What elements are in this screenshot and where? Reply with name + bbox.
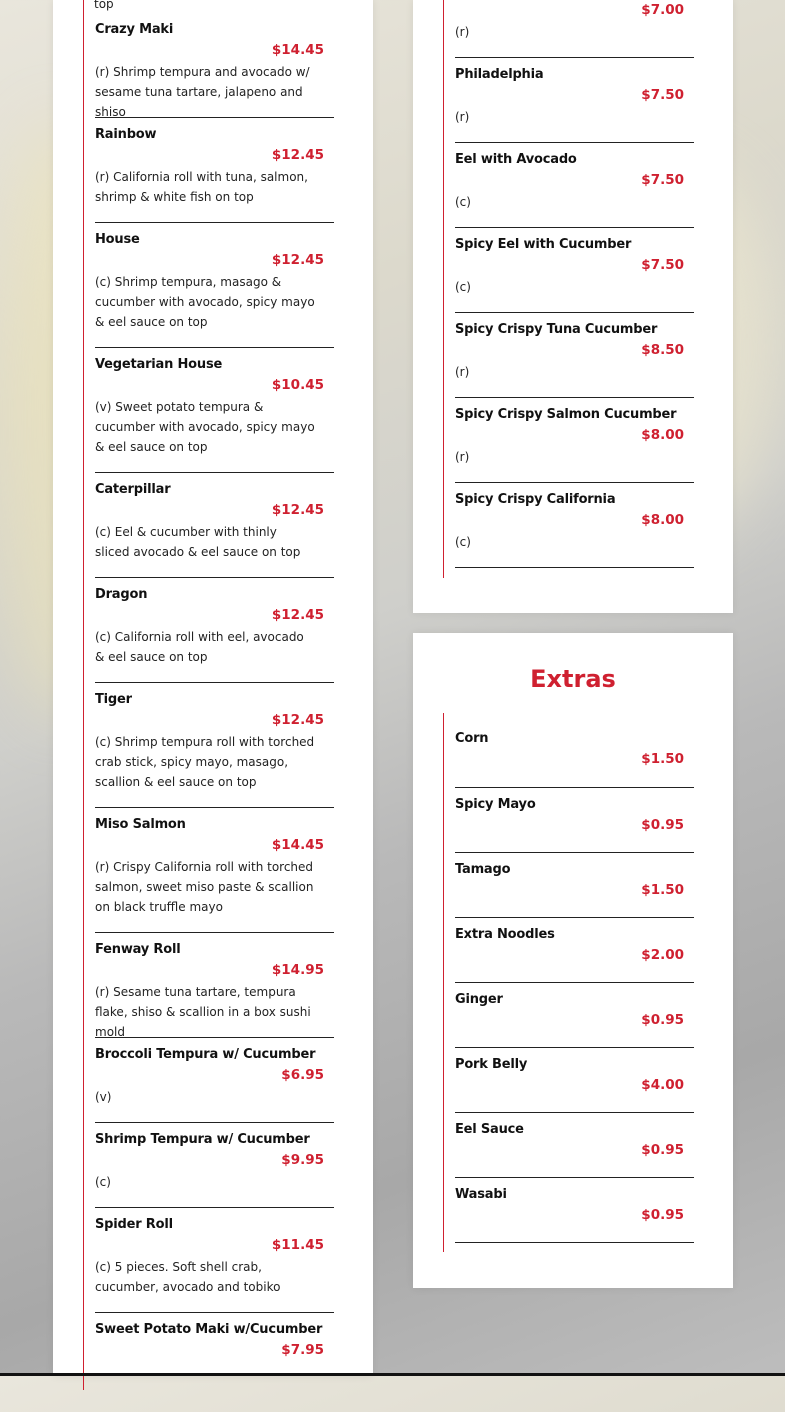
item-price: $8.00 <box>641 512 684 528</box>
item-price: $14.45 <box>271 837 324 853</box>
item-name: Sweet Potato Maki w/Cucumber <box>95 1322 323 1337</box>
item-price: $11.45 <box>271 1237 324 1253</box>
item-description: (r) California roll with tuna, salmon, shrimp & white fish on top <box>95 170 308 204</box>
item-description: (v) <box>95 1090 112 1104</box>
item-price: $2.00 <box>641 947 684 963</box>
menu-list-right <box>443 0 694 578</box>
item-name: Pork Belly <box>455 1057 528 1072</box>
item-description: (r) <box>455 450 470 464</box>
item-name: Fenway Roll <box>95 942 181 957</box>
item-price: $10.45 <box>271 377 324 393</box>
menu-item <box>455 57 694 143</box>
item-price: $8.50 <box>641 342 684 358</box>
menu-item <box>95 577 334 683</box>
item-price: $1.50 <box>641 751 684 767</box>
item-price: $4.00 <box>641 1077 684 1093</box>
extra-item <box>455 1047 694 1113</box>
item-name: Wasabi <box>455 1187 507 1202</box>
item-name: Spicy Crispy Salmon Cucumber <box>455 407 677 422</box>
item-description: (c) <box>95 1175 111 1189</box>
item-price: $1.50 <box>641 882 684 898</box>
item-name: Rainbow <box>95 127 157 142</box>
menu-item <box>95 222 334 348</box>
item-description: (r) <box>455 110 470 124</box>
menu-panel-left <box>53 0 373 1376</box>
item-name: Extra Noodles <box>455 927 555 942</box>
menu-item <box>455 312 694 398</box>
item-price: $7.95 <box>281 1342 324 1358</box>
item-name: Tiger <box>95 692 132 707</box>
item-description: (v) Sweet potato tempura & cucumber with avocado, spicy mayo & eel sauce on top <box>95 400 315 454</box>
menu-panel-right-top <box>413 0 733 613</box>
item-price: $0.95 <box>641 1142 684 1158</box>
item-price: $0.95 <box>641 817 684 833</box>
item-description: (c) <box>455 195 471 209</box>
menu-item <box>455 397 694 483</box>
item-name: Miso Salmon <box>95 817 186 832</box>
item-description: (c) Eel & cucumber with thinly sliced avocado & eel sauce on top <box>95 525 301 559</box>
item-price: $7.50 <box>641 172 684 188</box>
menu-item <box>95 12 334 118</box>
item-name: Spicy Crispy Tuna Cucumber <box>455 322 658 337</box>
extra-item <box>455 982 694 1048</box>
item-name: Spider Roll <box>95 1217 173 1232</box>
menu-item <box>95 682 334 808</box>
item-name: Crazy Maki <box>95 22 174 37</box>
extra-item <box>455 787 694 853</box>
item-name: House <box>95 232 140 247</box>
item-description: (r) <box>455 25 470 39</box>
item-price: $7.50 <box>641 257 684 273</box>
menu-item <box>95 1122 334 1208</box>
item-price: $12.45 <box>271 252 324 268</box>
item-description: (r) <box>455 365 470 379</box>
item-name: Ginger <box>455 992 503 1007</box>
item-description: (r) Sesame tuna tartare, tempura flake, shiso & scallion in a box sushi mold <box>95 985 311 1039</box>
item-price: $6.95 <box>281 1067 324 1083</box>
item-name: Vegetarian House <box>95 357 223 372</box>
item-price: $14.95 <box>271 962 324 978</box>
extra-item <box>455 852 694 918</box>
menu-item <box>455 482 694 568</box>
description-fragment: top <box>94 0 114 11</box>
extra-item <box>455 1112 694 1178</box>
extras-list <box>443 713 694 1252</box>
item-description: (r) Crispy California roll with torched salmon, sweet miso paste & scallion on black truffle mayo <box>95 860 314 914</box>
menu-item <box>455 0 694 58</box>
item-description: (r) Shrimp tempura and avocado w/ sesame tuna tartare, jalapeno and shiso <box>95 65 310 119</box>
item-price: $7.50 <box>641 87 684 103</box>
menu-item <box>95 932 334 1038</box>
item-description: (c) 5 pieces. Soft shell crab, cucumber, avocado and tobiko <box>95 1260 281 1294</box>
item-name: Broccoli Tempura w/ Cucumber <box>95 1047 316 1062</box>
item-price: $12.45 <box>271 147 324 163</box>
item-price: $8.00 <box>641 427 684 443</box>
menu-item <box>95 1207 334 1313</box>
item-description: (c) California roll with eel, avocado & eel sauce on top <box>95 630 304 664</box>
item-name: Corn <box>455 731 489 746</box>
item-name: Philadelphia <box>455 67 544 82</box>
item-name: Tamago <box>455 862 511 877</box>
item-price: $12.45 <box>271 607 324 623</box>
item-price: $7.00 <box>641 2 684 18</box>
item-name: Eel Sauce <box>455 1122 524 1137</box>
menu-list-left <box>83 0 334 1390</box>
menu-item <box>95 117 334 223</box>
item-description: (c) <box>455 535 471 549</box>
section-title: Extras <box>530 665 616 693</box>
item-price: $12.45 <box>271 712 324 728</box>
item-name: Eel with Avocado <box>455 152 577 167</box>
menu-item <box>95 1312 334 1412</box>
item-price: $0.95 <box>641 1012 684 1028</box>
menu-item <box>455 227 694 313</box>
item-name: Shrimp Tempura w/ Cucumber <box>95 1132 310 1147</box>
item-name: Caterpillar <box>95 482 171 497</box>
item-description: (c) Shrimp tempura, masago & cucumber with avocado, spicy mayo & eel sauce on top <box>95 275 315 329</box>
item-name: Dragon <box>95 587 148 602</box>
menu-item <box>95 807 334 933</box>
item-name: Spicy Eel with Cucumber <box>455 237 632 252</box>
item-name: Spicy Mayo <box>455 797 536 812</box>
item-price: $9.95 <box>281 1152 324 1168</box>
item-price: $12.45 <box>271 502 324 518</box>
extra-item <box>455 713 694 788</box>
extra-item <box>455 917 694 983</box>
item-name: Spicy Crispy California <box>455 492 616 507</box>
menu-item <box>455 142 694 228</box>
item-description: (c) <box>455 280 471 294</box>
extra-item <box>455 1177 694 1243</box>
extras-panel <box>413 633 733 1288</box>
menu-item <box>95 1037 334 1123</box>
menu-item <box>95 347 334 473</box>
item-price: $0.95 <box>641 1207 684 1223</box>
item-description: (c) Shrimp tempura roll with torched crab stick, spicy mayo, masago, scallion & eel sauce on top <box>95 735 315 789</box>
menu-item <box>95 472 334 578</box>
item-price: $14.45 <box>271 42 324 58</box>
